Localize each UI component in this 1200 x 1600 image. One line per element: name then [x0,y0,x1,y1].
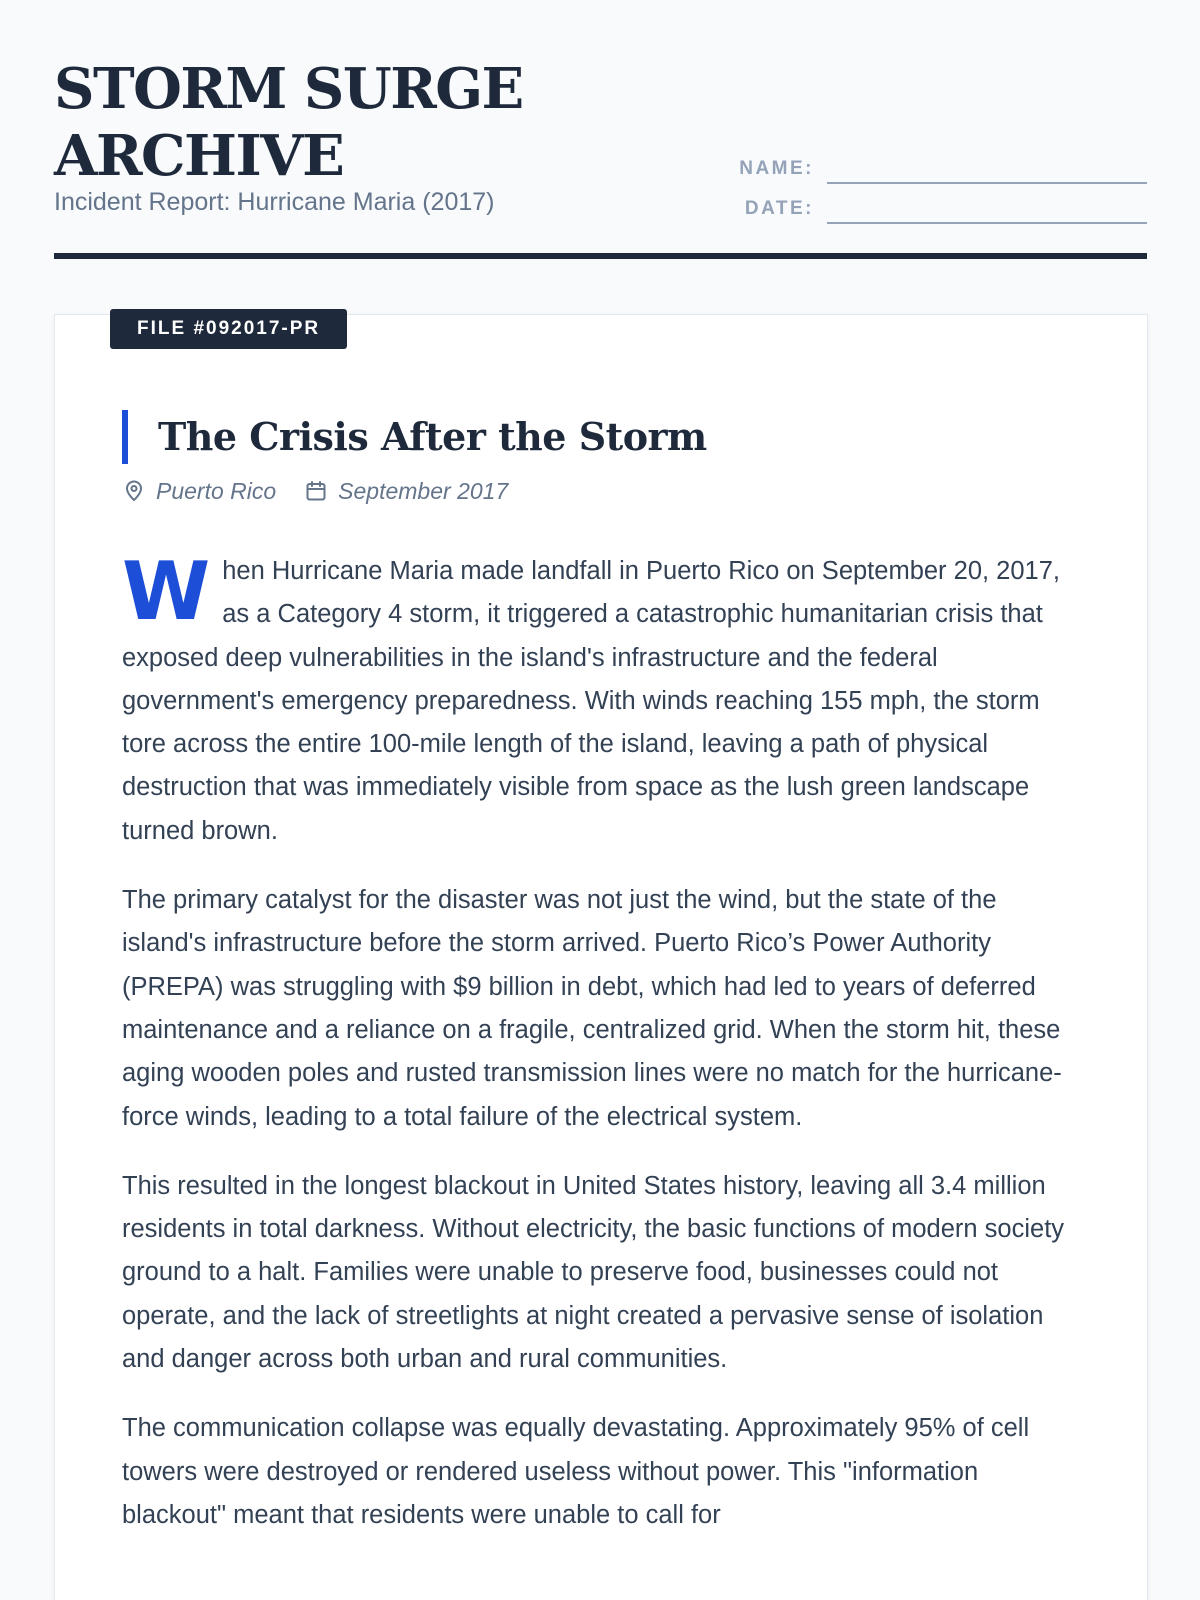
paragraph: The primary catalyst for the disaster was not just the wind, but the state of the island's infrastructure before the storm arrived. Puerto Rico’s Power Authority (PREPA) was struggling with $9 billion in debt, which had led to years of deferred maintenance and a reliance on a fragile, centralized grid. When the storm hit, these aging wooden poles and rusted transmission lines were no match for the hurricane-force winds, leading to a total failure of the electrical system. [122,886,1062,1131]
paragraph [122,545,1082,853]
date-line[interactable] [827,222,1147,224]
article-title: The Crisis After the Storm [122,410,707,464]
date-label: DATE: [744,198,814,219]
location-text: Puerto Rico [156,477,277,504]
name-label: NAME: [739,158,814,179]
name-field[interactable] [734,154,1147,184]
drop-cap: W [122,545,209,638]
map-pin-icon [122,479,146,503]
header-divider [54,253,1147,259]
article-body [122,545,1082,1563]
calendar-icon [304,479,328,503]
article-meta [122,476,508,506]
date-text: September 2017 [338,477,509,504]
file-tag: FILE #092017-PR [110,309,347,349]
paragraph: This resulted in the longest blackout in United States history, leaving all 3.4 million residents in total darkness. Without electricity, the basic functions of modern society ground to a halt. Families were unable to preserve food, businesses could not operate, and the lack of streetlights at night created a pervasive sense of isolation and danger across both urban and rural communities. [122,1171,1065,1374]
site-title: STORM SURGE ARCHIVE [54,56,523,189]
report-subtitle: Incident Report: Hurricane Maria (2017) [54,188,495,216]
article-card [54,314,1148,1600]
page-header [54,56,1147,260]
paragraph-text: hen Hurricane Maria made landfall in Puerto Rico on September 20, 2017, as a Category 4 storm, it triggered a catastrophic humanitarian crisis that exposed deep vulnerabilities in the island's infrastructure and the federal government's emergency preparedness. With winds reaching 155 mph, the storm tore across the entire 100-mile length of the island, leaving a path of physical destruction that was immediately visible from space as the lush green landscape turned brown. [122,557,1060,845]
date-field[interactable] [734,194,1147,224]
date-meta [304,478,508,505]
location-meta [122,478,276,505]
name-line[interactable] [827,182,1147,184]
paragraph: The communication collapse was equally devastating. Approximately 95% of cell towers were destroyed or rendered useless without power. This "information blackout" meant that residents were unable to call for [122,1414,1030,1529]
